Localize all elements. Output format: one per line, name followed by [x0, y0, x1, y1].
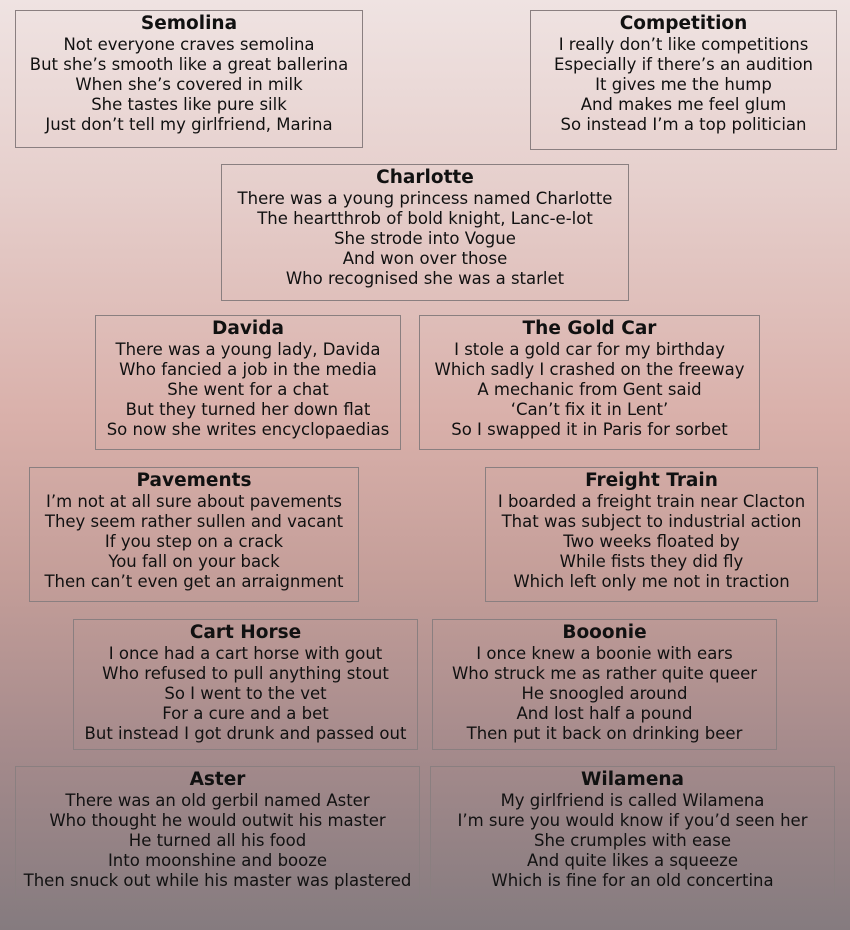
poem-title: Semolina: [140, 13, 238, 34]
poem-line: And makes me feel glum: [580, 95, 787, 114]
poem-line: There was a young lady, Davida: [115, 340, 381, 359]
poem-line: When she’s covered in milk: [75, 75, 303, 94]
poem-title: Competition: [619, 13, 748, 34]
poem-line: So instead I’m a top politician: [560, 115, 807, 134]
poem-line: I’m not at all sure about pavements: [45, 492, 343, 511]
poem-line: Who fancied a job in the media: [119, 360, 377, 379]
poem-line: I really don’t like competitions: [558, 35, 809, 54]
poem-line: For a cure and a bet: [162, 704, 329, 723]
poem-line: So I swapped it in Paris for sorbet: [451, 420, 728, 439]
poem-line: And won over those: [342, 249, 508, 268]
poem-line: I stole a gold car for my birthday: [454, 340, 725, 359]
poem-freight-train: [485, 467, 818, 602]
poem-aster: [15, 766, 420, 900]
poem-title: Cart Horse: [189, 622, 302, 643]
poem-line: They seem rather sullen and vacant: [44, 512, 344, 531]
poem-wilamena: [430, 766, 835, 900]
poem-line: So now she writes encyclopaedias: [106, 420, 390, 439]
poem-line: Who refused to pull anything stout: [102, 664, 389, 683]
poem-line: Then can’t even get an arraignment: [44, 572, 344, 591]
poem-line: It gives me the hump: [595, 75, 772, 94]
poem-line: The heartthrob of bold knight, Lanc-e-lot: [257, 209, 593, 228]
poem-semolina: [15, 10, 363, 148]
poem-line: I once knew a boonie with ears: [476, 644, 733, 663]
poem-line: Two weeks floated by: [563, 532, 740, 551]
poem-line: He snoogled around: [521, 684, 688, 703]
poem-title: Booonie: [562, 622, 647, 643]
poem-line: If you step on a crack: [104, 532, 284, 551]
poem-competition: [530, 10, 837, 150]
poem-line: She crumples with ease: [533, 831, 732, 850]
poem-title: The Gold Car: [522, 318, 657, 339]
poem-line: Who recognised she was a starlet: [285, 269, 565, 288]
poem-line: Into moonshine and booze: [107, 851, 328, 870]
poem-title: Freight Train: [585, 470, 718, 491]
poem-title: Wilamena: [580, 769, 685, 790]
poem-line: Not everyone craves semolina: [63, 35, 315, 54]
poem-title: Pavements: [136, 470, 252, 491]
poem-line: You fall on your back: [108, 552, 280, 571]
poem-charlotte: [221, 164, 629, 301]
poem-line: She tastes like pure silk: [91, 95, 287, 114]
poem-title: Davida: [212, 318, 284, 339]
poem-line: He turned all his food: [128, 831, 307, 850]
poem-line: And quite likes a squeeze: [527, 851, 738, 870]
poem-line: And lost half a pound: [516, 704, 693, 723]
poem-line: I’m sure you would know if you’d seen her: [457, 811, 808, 830]
poem-line: But she’s smooth like a great ballerina: [29, 55, 349, 74]
poem-line: My girlfriend is called Wilamena: [500, 791, 765, 810]
poem-line: She strode into Vogue: [334, 229, 516, 248]
poem-line: I once had a cart horse with gout: [108, 644, 383, 663]
poem-line: She went for a chat: [167, 380, 329, 399]
poem-line: Just don’t tell my girlfriend, Marina: [45, 115, 333, 134]
poem-line: Then put it back on drinking beer: [466, 724, 743, 743]
poem-line: There was a young princess named Charlotte: [237, 189, 613, 208]
poem-line: Which is fine for an old concertina: [491, 871, 774, 890]
poem-line: Which sadly I crashed on the freeway: [434, 360, 745, 379]
poem-davida: [95, 315, 401, 450]
poem-line: Especially if there’s an audition: [553, 55, 813, 74]
poem-line: But instead I got drunk and passed out: [84, 724, 407, 743]
poem-line: So I went to the vet: [164, 684, 327, 703]
poem-line: Which left only me not in traction: [513, 572, 790, 591]
poem-title: Charlotte: [376, 167, 474, 188]
poem-line: Then snuck out while his master was plastered: [23, 871, 412, 890]
poem-the-gold-car: [419, 315, 760, 450]
poem-line: But they turned her down flat: [125, 400, 371, 419]
poem-line: There was an old gerbil named Aster: [65, 791, 370, 810]
poem-line: I boarded a freight train near Clacton: [497, 492, 806, 511]
poem-booonie: [432, 619, 777, 750]
poem-title: Aster: [189, 769, 246, 790]
poem-line: Who thought he would outwit his master: [49, 811, 386, 830]
poem-line: While fists they did fly: [559, 552, 744, 571]
poem-pavements: [29, 467, 359, 602]
poem-line: ‘Can’t fix it in Lent’: [510, 400, 669, 419]
poem-line: That was subject to industrial action: [501, 512, 802, 531]
poem-line: A mechanic from Gent said: [477, 380, 702, 399]
poem-cart-horse: [73, 619, 418, 750]
poem-line: Who struck me as rather quite queer: [451, 664, 758, 683]
